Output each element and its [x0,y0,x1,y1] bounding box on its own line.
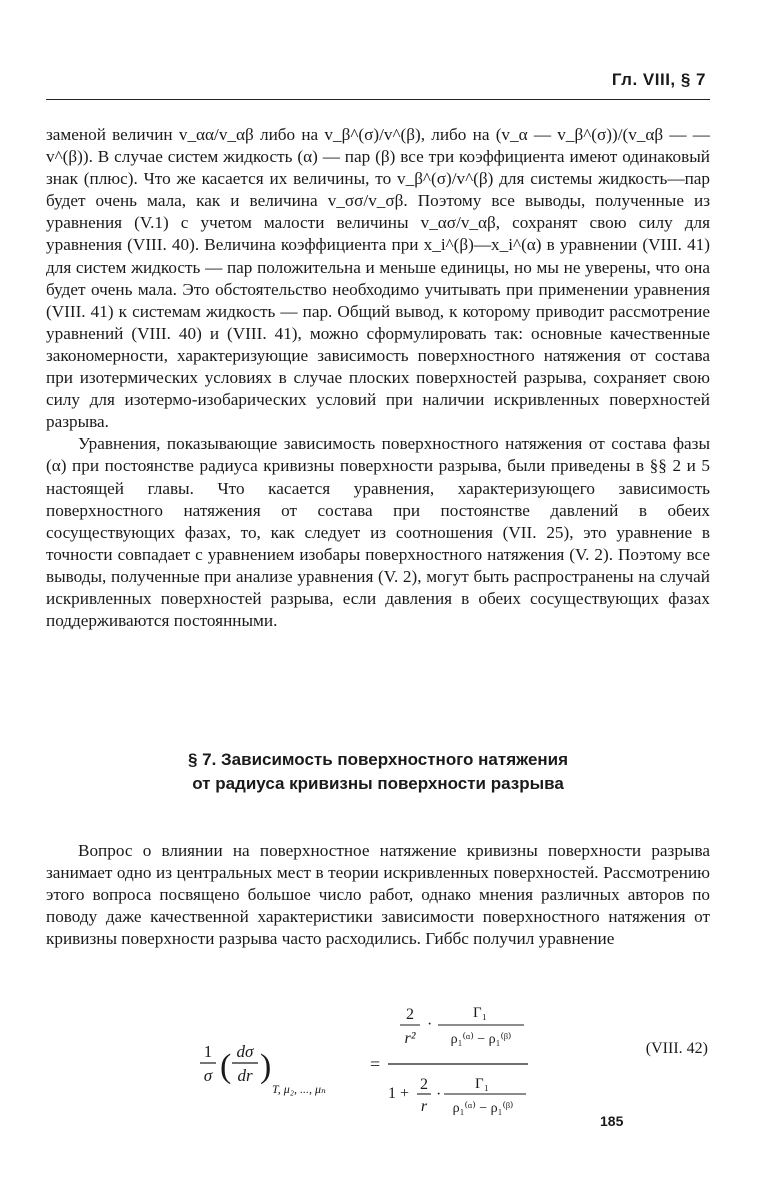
paren-open: ( [220,1048,232,1085]
paren-close: ) [260,1048,272,1085]
section-heading-line-2: от радиуса кривизны поверхности разрыва [192,774,564,793]
running-head: Гл. VIII, § 7 [611,70,706,89]
page-number: 185 [600,1113,624,1129]
equation-viii-42 [190,995,710,1115]
num-coeff-den: r² [404,1030,416,1047]
den-gamma: Γ₁ [475,1076,489,1092]
body-text-top [46,124,710,632]
num-coeff: 2 [406,1006,414,1023]
lhs-num: 1 [203,1042,213,1061]
num-rho-diff: ρ₁⁽ᵅ⁾ − ρ₁⁽ᵝ⁾ [450,1032,512,1047]
paragraph-3: Вопрос о влиянии на поверхностное натяжение кривизны поверхности разрыва занимает одно из центральных мест в теории искривленных поверхностей. Рассмотрению этого вопроса посвящено большое число работ, однако мнения различных авторов по поводу даже качественной характеристики зависимости поверхностного натяжения от кривизны поверхности разрыва часто расходились. Гиббс получил уравнение [46,841,710,949]
header-rule [46,99,710,100]
den-coeff: 2 [420,1076,428,1093]
den-dot: · [436,1086,442,1103]
paragraph-2: Уравнения, показывающие зависимость поверхностного натяжения от состава фазы (α) при постоянстве радиуса кривизны поверхности разрыва, были приведены в §§ 2 и 5 настоящей главы. Что касается уравнения, характеризующего зависимость поверхностного натяжения от состава при постоянстве давлений в обеих сосуществующих фазах, то, как следует из соотношения (VII. 25), это уравнение в точности совпадает с уравнением изобары поверхностного натяжения (V. 2). Поэтому все выводы, полученные при анализе уравнения (V. 2), могут быть распространены на случай искривленных поверхностей разрыва, если давления в обеих сосуществующих фазах поддерживаются постоянными. [46,434,710,631]
derivative-subscript: T, μ₂, ..., μₙ [272,1082,326,1096]
section-heading-line-1: § 7. Зависимость поверхностного натяжения [187,750,569,769]
den-coeff-den: r [420,1098,428,1115]
deriv-den: dr [237,1066,253,1085]
num-gamma: Γ₁ [473,1005,487,1021]
equation-svg [190,995,710,1115]
body-text-bottom [46,840,710,950]
section-heading [46,748,710,796]
paragraph-1: заменой величин v_αα/v_αβ либо на v_β^(σ)/v^(β), либо на (v_α — v_β^(σ))/(v_αβ — — v^(β)). В случае систем жидкость (α) — пар (β) все три коэффициента имеют одинаковый знак (плюс). Что же касается их величины, то v_β^(σ)/v^(β) для системы жидкость—пар будет очень мала, как и величина v_σσ/v_σβ. Поэтому все выводы, полученные из уравнения (V.1) с учетом малости величины v_ασ/v_αβ, сохранят свою силу для уравнения (VIII. 40). Величина коэффициента при x_i^(β)—x_i^(α) в уравнении (VIII. 41) для систем жидкость — пар положительна и меньше единицы, но мы не уверены, что она будет очень мала. Это обстоятельство необходимо учитывать при применении уравнения (VIII. 41) к системам жидкость — пар. Общий вывод, к которому приводит рассмотрение уравнений (VIII. 40) и (VIII. 41), можно сформулировать так: основные качественные закономерности, характеризующие зависимость поверхностного натяжения от состава при изотермических условиях в случае плоских поверхностей разрыва, сохраняет свою силу для изотермо-изобарических условий при наличии искривленных поверхностей разрыва. [46,125,710,432]
num-dot: · [427,1016,433,1033]
equation-number: (VIII. 42) [645,1040,708,1057]
equals-sign: = [370,1054,381,1074]
den-rho-diff: ρ₁⁽ᵅ⁾ − ρ₁⁽ᵝ⁾ [452,1101,514,1116]
lhs-den: σ [203,1066,213,1085]
den-one: 1 + [388,1085,410,1102]
deriv-num: dσ [236,1042,254,1061]
